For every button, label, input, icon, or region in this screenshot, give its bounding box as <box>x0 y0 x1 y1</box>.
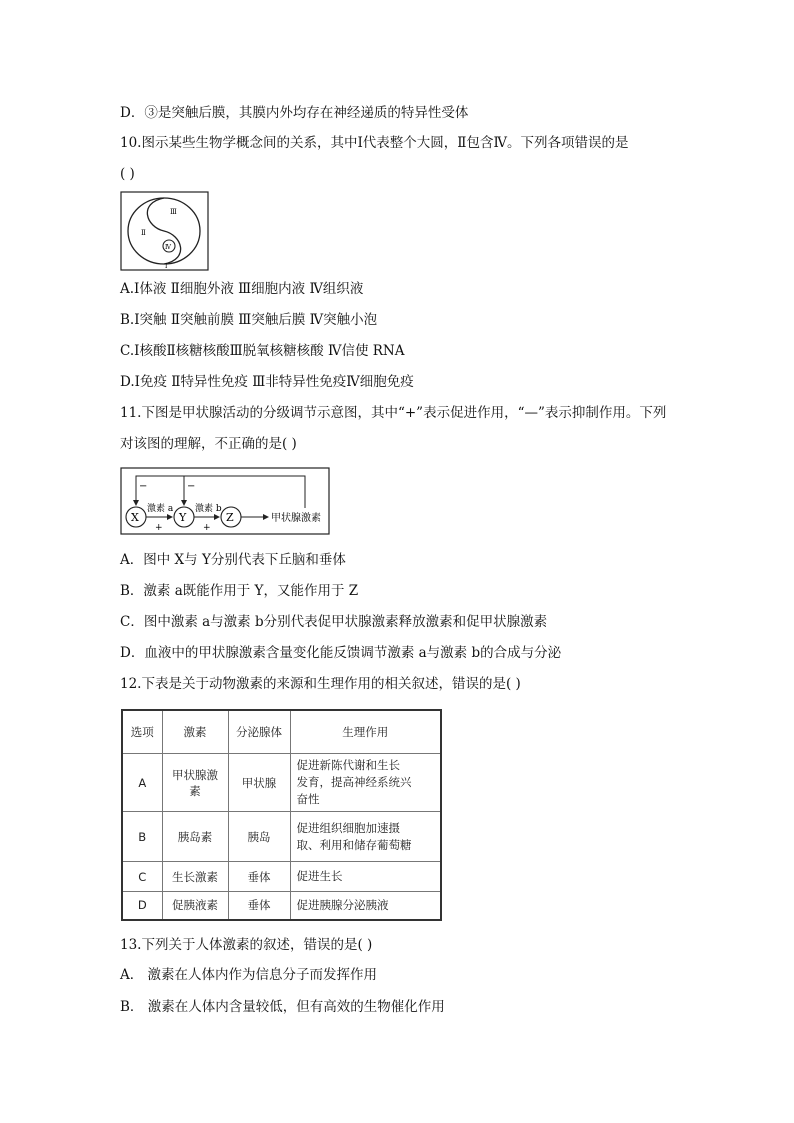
header-gland: 分泌腺体 <box>228 710 290 754</box>
cell-hormone: 甲状腺激素 <box>162 754 228 812</box>
plus-sign-2: + <box>203 523 211 533</box>
thyroid-hormone-label: 甲状腺激素 <box>271 513 321 524</box>
header-option: 选项 <box>122 710 162 754</box>
question-11-option-d: D．血液中的甲状腺激素含量变化能反馈调节激素 a与激素 b的合成与分泌 <box>120 645 562 661</box>
effect-line: 奋性 <box>296 792 320 806</box>
cell-gland: 甲状腺 <box>228 754 290 812</box>
question-11-option-c: C．图中激素 a与激素 b分别代表促甲状腺激素释放激素和促甲状腺激素 <box>120 614 548 630</box>
table-row <box>122 754 441 812</box>
node-x-label: X <box>131 511 139 524</box>
cell-gland: 胰岛 <box>228 812 290 862</box>
table-row <box>122 812 441 862</box>
cell-effect: 促进生长 <box>290 862 441 892</box>
node-z-label: Z <box>226 511 234 524</box>
label-I: Ⅰ <box>165 263 168 270</box>
cell-effect <box>290 812 441 862</box>
cell-hormone: 生长激素 <box>162 862 228 892</box>
concept-venn-diagram <box>120 191 209 271</box>
hormone-table <box>121 709 442 921</box>
effect-line: 促进组织细胞加速摄 <box>296 820 400 835</box>
question-10-stem: 10.图示某些生物学概念间的关系，其中Ⅰ代表整个大圆，Ⅱ包含Ⅳ。下列各项错误的是 <box>120 135 629 151</box>
effect-line: 促进新陈代谢和生长 <box>296 758 400 772</box>
effect-line: 发育，提高神经系统兴 <box>296 775 412 789</box>
cell-option: B <box>122 812 162 862</box>
question-11-stem-cont: 对该图的理解，不正确的是( ) <box>120 436 297 452</box>
question-11-option-b: B．激素 a既能作用于 Y，又能作用于 Z <box>120 583 359 599</box>
cell-option: C <box>122 862 162 892</box>
question-10-option-b: B.Ⅰ突触 Ⅱ突触前膜 Ⅲ突触后膜 Ⅳ突触小泡 <box>120 312 378 328</box>
header-effect: 生理作用 <box>290 710 441 754</box>
label-III: Ⅲ <box>170 208 177 216</box>
question-13-option-a: A． 激素在人体内作为信息分子而发挥作用 <box>120 967 378 983</box>
question-11-stem: 11.下图是甲状腺活动的分级调节示意图，其中“+”表示促进作用，“—”表示抑制作用。下列 <box>120 405 667 421</box>
table-header-row <box>122 710 441 754</box>
minus-sign-2: − <box>187 481 196 492</box>
effect-line: 取、利用和储存葡萄糖 <box>296 837 412 852</box>
cell-effect: 促进胰腺分泌胰液 <box>290 892 441 920</box>
hormone-a-label: 激素 a <box>147 504 174 514</box>
label-IV: Ⅳ <box>165 244 171 251</box>
minus-sign-1: − <box>139 481 148 492</box>
cell-hormone: 胰岛素 <box>162 812 228 862</box>
node-y-label: Y <box>179 511 187 524</box>
table-row <box>122 862 441 892</box>
label-II: Ⅱ <box>141 229 146 237</box>
cell-effect <box>290 754 441 812</box>
question-12-stem: 12.下表是关于动物激素的来源和生理作用的相关叙述，错误的是( ) <box>120 676 521 692</box>
header-hormone: 激素 <box>162 710 228 754</box>
cell-gland: 垂体 <box>228 862 290 892</box>
cell-option: D <box>122 892 162 920</box>
question-13-option-b: B． 激素在人体内含量较低，但有高效的生物催化作用 <box>120 999 445 1015</box>
thyroid-regulation-diagram <box>120 467 330 535</box>
question-11-option-a: A．图中 X与 Y分别代表下丘脑和垂体 <box>120 552 346 568</box>
question-10-answer-paren: ( ) <box>120 166 135 182</box>
table-row <box>122 892 441 920</box>
question-13-stem: 13.下列关于人体激素的叙述，错误的是( ) <box>120 937 373 953</box>
question-10-option-c: C.Ⅰ核酸Ⅱ核糖核酸Ⅲ脱氧核糖核酸 Ⅳ信使 RNA <box>120 343 405 359</box>
question-9-option-d: D．③是突触后膜，其膜内外均存在神经递质的特异性受体 <box>120 105 469 121</box>
cell-option: A <box>122 754 162 812</box>
question-10-option-d: D.Ⅰ免疫 Ⅱ特异性免疫 Ⅲ非特异性免疫Ⅳ细胞免疫 <box>120 374 414 390</box>
cell-gland: 垂体 <box>228 892 290 920</box>
question-10-option-a: A.Ⅰ体液 Ⅱ细胞外液 Ⅲ细胞内液 Ⅳ组织液 <box>120 281 364 297</box>
hormone-b-label: 激素 b <box>195 504 222 514</box>
cell-hormone: 促胰液素 <box>162 892 228 920</box>
plus-sign-1: + <box>155 523 163 533</box>
